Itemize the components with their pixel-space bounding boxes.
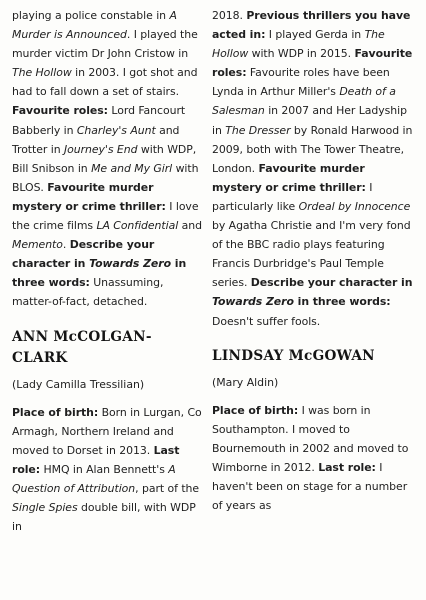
text-run: I was born in Southampton. I moved to Bournemouth in 2002 and moved to Wimborne in 2012.: [212, 403, 409, 474]
text-run: Favourite roles have been Lynda in Arthur Miller's: [212, 66, 390, 99]
text-run: I played Gerda in: [265, 28, 365, 42]
bold-label: Place of birth:: [12, 405, 99, 419]
bold-label: Favourite roles:: [212, 47, 413, 80]
text-run: HMQ in Alan Bennett's: [40, 462, 169, 476]
bold-label: Describe your character in: [250, 276, 413, 290]
italic-title: Charley's Aunt: [76, 123, 156, 137]
italic-title: The Hollow: [212, 28, 385, 61]
italic-title: Death of a Salesman: [212, 85, 396, 118]
bold-label: Towards Zero: [89, 257, 172, 271]
italic-title: A Question of Attribution: [12, 462, 176, 495]
text-run: with WDP in 2015.: [248, 47, 355, 61]
ann-mccolgan-clark-heading: [12, 327, 204, 369]
text-run: in 2007 and Her Ladyship in: [212, 104, 407, 137]
text-run: , part of the: [135, 481, 200, 495]
ann-heading-line2: CLARK: [12, 349, 68, 366]
text-run: 2018.: [212, 9, 247, 22]
text-run: double bill, with WDP in: [12, 500, 196, 534]
right-column: [212, 6, 418, 515]
text-run: in 2003. I got shot and had to fall down a set of stairs.: [12, 66, 198, 99]
lindsay-character-role: (Mary Aldin): [212, 375, 279, 389]
ann-bio-continuation: [212, 6, 418, 331]
ann-heading-line1: ANN McCOLGAN-: [12, 328, 152, 345]
text-run: I haven't been on stage for a number of years as: [212, 460, 408, 513]
ann-bio: [12, 403, 204, 537]
italic-title: The Hollow: [12, 66, 72, 80]
text-run: and: [178, 219, 202, 233]
text-run: Doesn't suffer fools.: [212, 314, 321, 328]
italic-title: Memento: [12, 238, 63, 252]
previous-bio-continuation: [12, 6, 204, 312]
bold-label: Place of birth:: [212, 403, 299, 417]
text-run: Lord Fancourt Babberly in: [12, 104, 186, 137]
text-run: with WDP, Bill Snibson in: [12, 142, 197, 175]
italic-title: Ordeal by Innocence: [298, 199, 411, 213]
text-run: and Trotter in: [12, 123, 180, 156]
bold-label: Favourite roles:: [12, 104, 108, 118]
bold-label: Last role:: [318, 460, 376, 474]
text-run: .: [62, 238, 70, 252]
text-run: Born in Lurgan, Co Armagh, Northern Ireland and moved to Dorset in 2013.: [12, 405, 202, 457]
left-column: [12, 6, 204, 536]
bold-label: in three words:: [293, 295, 391, 309]
bold-label: Favourite murder mystery or crime thriller:: [12, 180, 166, 213]
bold-label: Describe your character in: [12, 238, 155, 271]
lindsay-mcgowan-heading: LINDSAY McGOWAN: [212, 347, 375, 364]
text-run: I love the crime films: [12, 199, 199, 233]
italic-title: Journey's End: [63, 142, 138, 156]
italic-title: A Murder is Announced: [12, 9, 177, 42]
italic-title: Me and My Girl: [91, 161, 173, 175]
lindsay-bio: [212, 401, 418, 516]
text-run: playing a police constable in: [12, 9, 170, 22]
bold-label: in three words:: [12, 257, 187, 290]
ann-character-role: (Lady Camilla Tressilian): [12, 377, 145, 391]
italic-title: The Dresser: [225, 123, 291, 137]
bold-label: Towards Zero: [212, 295, 294, 309]
italic-title: Single Spies: [12, 500, 78, 514]
text-run: . I played the murder victim Dr John Cristow in: [12, 28, 198, 61]
text-run: Unassuming, matter-of-fact, detached.: [12, 276, 164, 309]
bold-label: Last role:: [12, 443, 180, 476]
text-run: by Ronald Harwood in 2009, both with The Tower Theatre, London.: [212, 123, 413, 175]
text-run: I particularly like: [212, 180, 373, 213]
bold-label: Previous thrillers you have acted in:: [212, 9, 411, 42]
bold-label: Favourite murder mystery or crime thriller:: [212, 161, 366, 194]
text-run: with BLOS.: [12, 161, 199, 194]
text-run: by Agatha Christie and I'm very fond of the BBC radio plays featuring Francis Durbridge's Paul Temple series.: [212, 219, 411, 290]
italic-title: LA Confidential: [96, 219, 179, 233]
